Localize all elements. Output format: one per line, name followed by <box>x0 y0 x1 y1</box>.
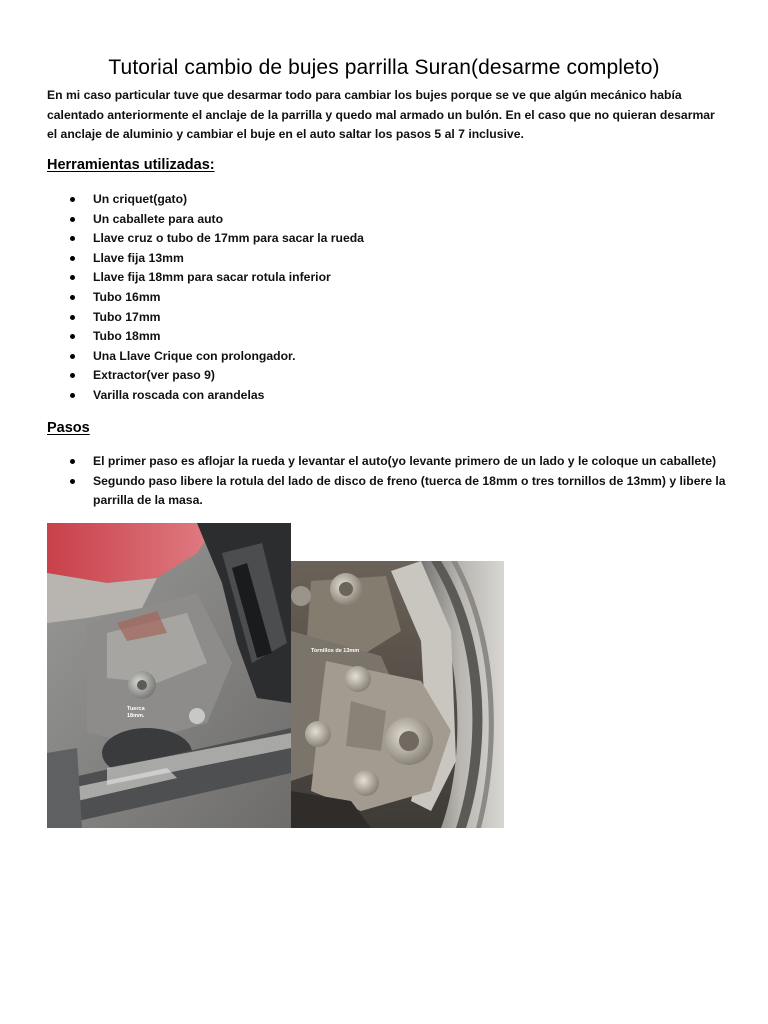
list-item: El primer paso es aflojar la rueda y levantar el auto(yo levante primero de un lado y le coloque un caballete) <box>70 452 730 472</box>
steps-list <box>70 452 730 511</box>
photo-caption: Tornillos de 13mm <box>311 648 360 654</box>
photo-ball-joint-drawing <box>47 523 291 828</box>
photo-brake-disc <box>291 561 504 828</box>
list-item: Llave cruz o tubo de 17mm para sacar la rueda <box>70 229 364 249</box>
list-item: Varilla roscada con arandelas <box>70 386 364 406</box>
list-item: Un criquet(gato) <box>70 190 364 210</box>
tools-heading: Herramientas utilizadas: <box>47 157 215 173</box>
steps-heading: Pasos <box>47 420 90 436</box>
list-item: Un caballete para auto <box>70 210 364 230</box>
list-item: Tubo 17mm <box>70 308 364 328</box>
tools-list <box>70 190 364 406</box>
list-item: Extractor(ver paso 9) <box>70 366 364 386</box>
photo-caption-line-1: Tuerca <box>127 706 145 712</box>
list-item: Tubo 16mm <box>70 288 364 308</box>
photo-brake-disc-drawing <box>291 561 504 828</box>
page-title: Tutorial cambio de bujes parrilla Suran(desarme completo) <box>108 56 660 80</box>
intro-paragraph: En mi caso particular tuve que desarmar todo para cambiar los bujes porque se ve que algún mecánico había calentado anteriormente el anclaje de la parrilla y quedo mal armado un bulón. En el caso que no quieran desarmar el anclaje de aluminio y cambiar el buje en el auto saltar los pasos 5 al 7 inclusive. <box>47 88 715 141</box>
photo-caption-line-2: 18mm. <box>127 713 145 719</box>
list-item: Una Llave Crique con prolongador. <box>70 347 364 367</box>
photo-ball-joint <box>47 523 291 828</box>
list-item: Tubo 18mm <box>70 327 364 347</box>
list-item: Llave fija 18mm para sacar rotula inferior <box>70 268 364 288</box>
list-item: Segundo paso libere la rotula del lado de disco de freno (tuerca de 18mm o tres tornillos de 13mm) y libere la parrilla de la masa. <box>70 472 730 511</box>
list-item: Llave fija 13mm <box>70 249 364 269</box>
